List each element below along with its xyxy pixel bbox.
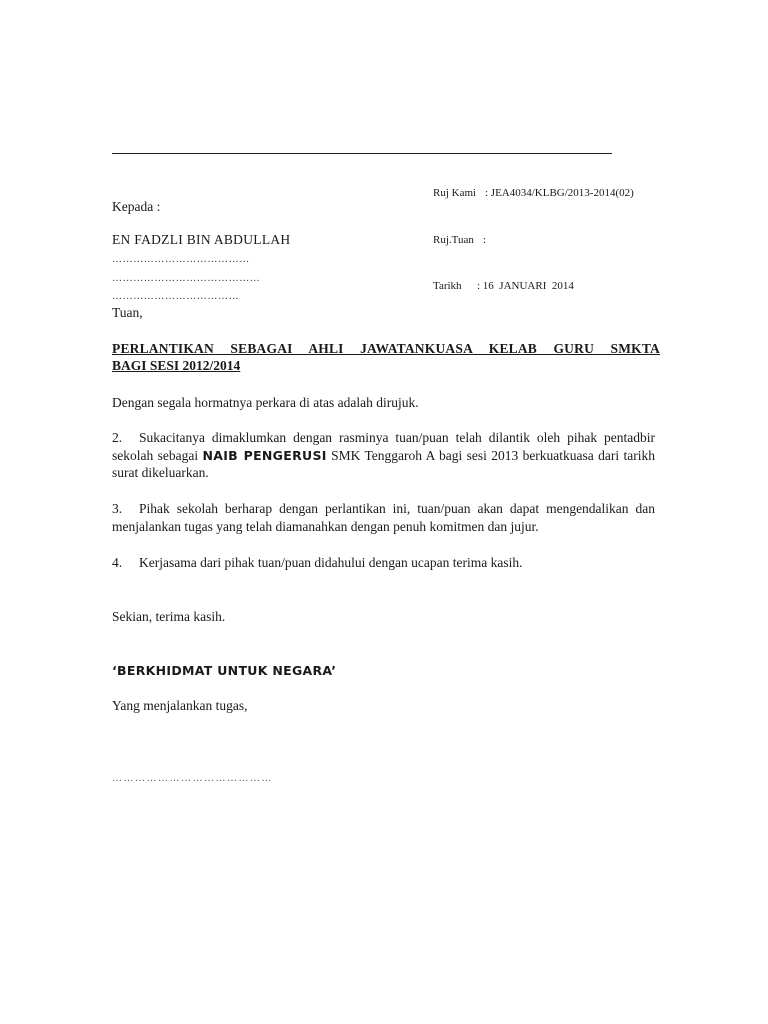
reference-block bbox=[433, 155, 634, 326]
address-line-1: ………………………………… bbox=[112, 254, 250, 265]
ruj-kami-value: : JEA4034/KLBG/2013-2014(02) bbox=[485, 187, 634, 199]
paragraph-3 bbox=[112, 500, 655, 535]
letterhead-rule bbox=[112, 153, 612, 154]
paragraph-2-number: 2. bbox=[112, 430, 123, 445]
tarikh-label: Tarikh bbox=[433, 280, 462, 292]
address-line-3: ……………………………… bbox=[112, 291, 240, 302]
ruj-tuan-label: Ruj.Tuan bbox=[433, 233, 474, 246]
ref-tarikh bbox=[433, 279, 634, 295]
position-title: NAIB PENGERUSI bbox=[202, 447, 327, 463]
subject-line-2: BAGI SESI 2012/2014 bbox=[112, 358, 241, 373]
opening-paragraph: Dengan segala hormatnya perkara di atas adalah dirujuk. bbox=[112, 395, 419, 410]
closing-thanks: Sekian, terima kasih. bbox=[112, 609, 226, 624]
subject-line-1: PERLANTIKAN SEBAGAI AHLI JAWATANKUASA KELAB GURU SMKTA bbox=[112, 341, 660, 356]
paragraph-4 bbox=[112, 554, 655, 572]
ruj-tuan-value: : bbox=[483, 233, 487, 246]
paragraph-2-text-b: SMK Tenggaroh A bagi sesi 2013 berkuatkuasa dari tarikh surat dikeluarkan. bbox=[112, 447, 655, 480]
paragraph-2 bbox=[112, 429, 655, 482]
paragraph-4-number: 4. bbox=[112, 555, 123, 570]
address-line-2: …………………………………… bbox=[112, 273, 261, 284]
signoff: Yang menjalankan tugas, bbox=[112, 698, 248, 713]
subject-heading bbox=[112, 340, 660, 374]
kepada-label: Kepada : bbox=[112, 199, 161, 214]
salutation: Tuan, bbox=[112, 305, 143, 320]
ref-ruj-kami bbox=[433, 186, 634, 202]
signature-line: …………………………………… bbox=[112, 773, 273, 784]
paragraph-3-text: Pihak sekolah berharap dengan perlantikan ini, tuan/puan akan dapat mengendalikan dan menjalankan tugas yang telah diamanahkan dengan penuh komitmen dan jujur. bbox=[112, 501, 655, 534]
paragraph-2-text-a: Sukacitanya dimaklumkan dengan rasminya tuan/puan telah dilantik oleh pihak pentadbir sekolah sebagai bbox=[112, 430, 655, 463]
paragraph-4-text: Kerjasama dari pihak tuan/puan didahului dengan ucapan terima kasih. bbox=[139, 555, 523, 570]
motto: ‘BERKHIDMAT UNTUK NEGARA’ bbox=[112, 663, 337, 678]
paragraph-3-number: 3. bbox=[112, 501, 123, 516]
ruj-kami-label: Ruj Kami bbox=[433, 187, 477, 199]
ref-ruj-tuan bbox=[433, 233, 634, 249]
tarikh-value: : 16 JANUARI 2014 bbox=[477, 280, 574, 292]
recipient-name: EN FADZLI BIN ABDULLAH bbox=[112, 232, 291, 247]
